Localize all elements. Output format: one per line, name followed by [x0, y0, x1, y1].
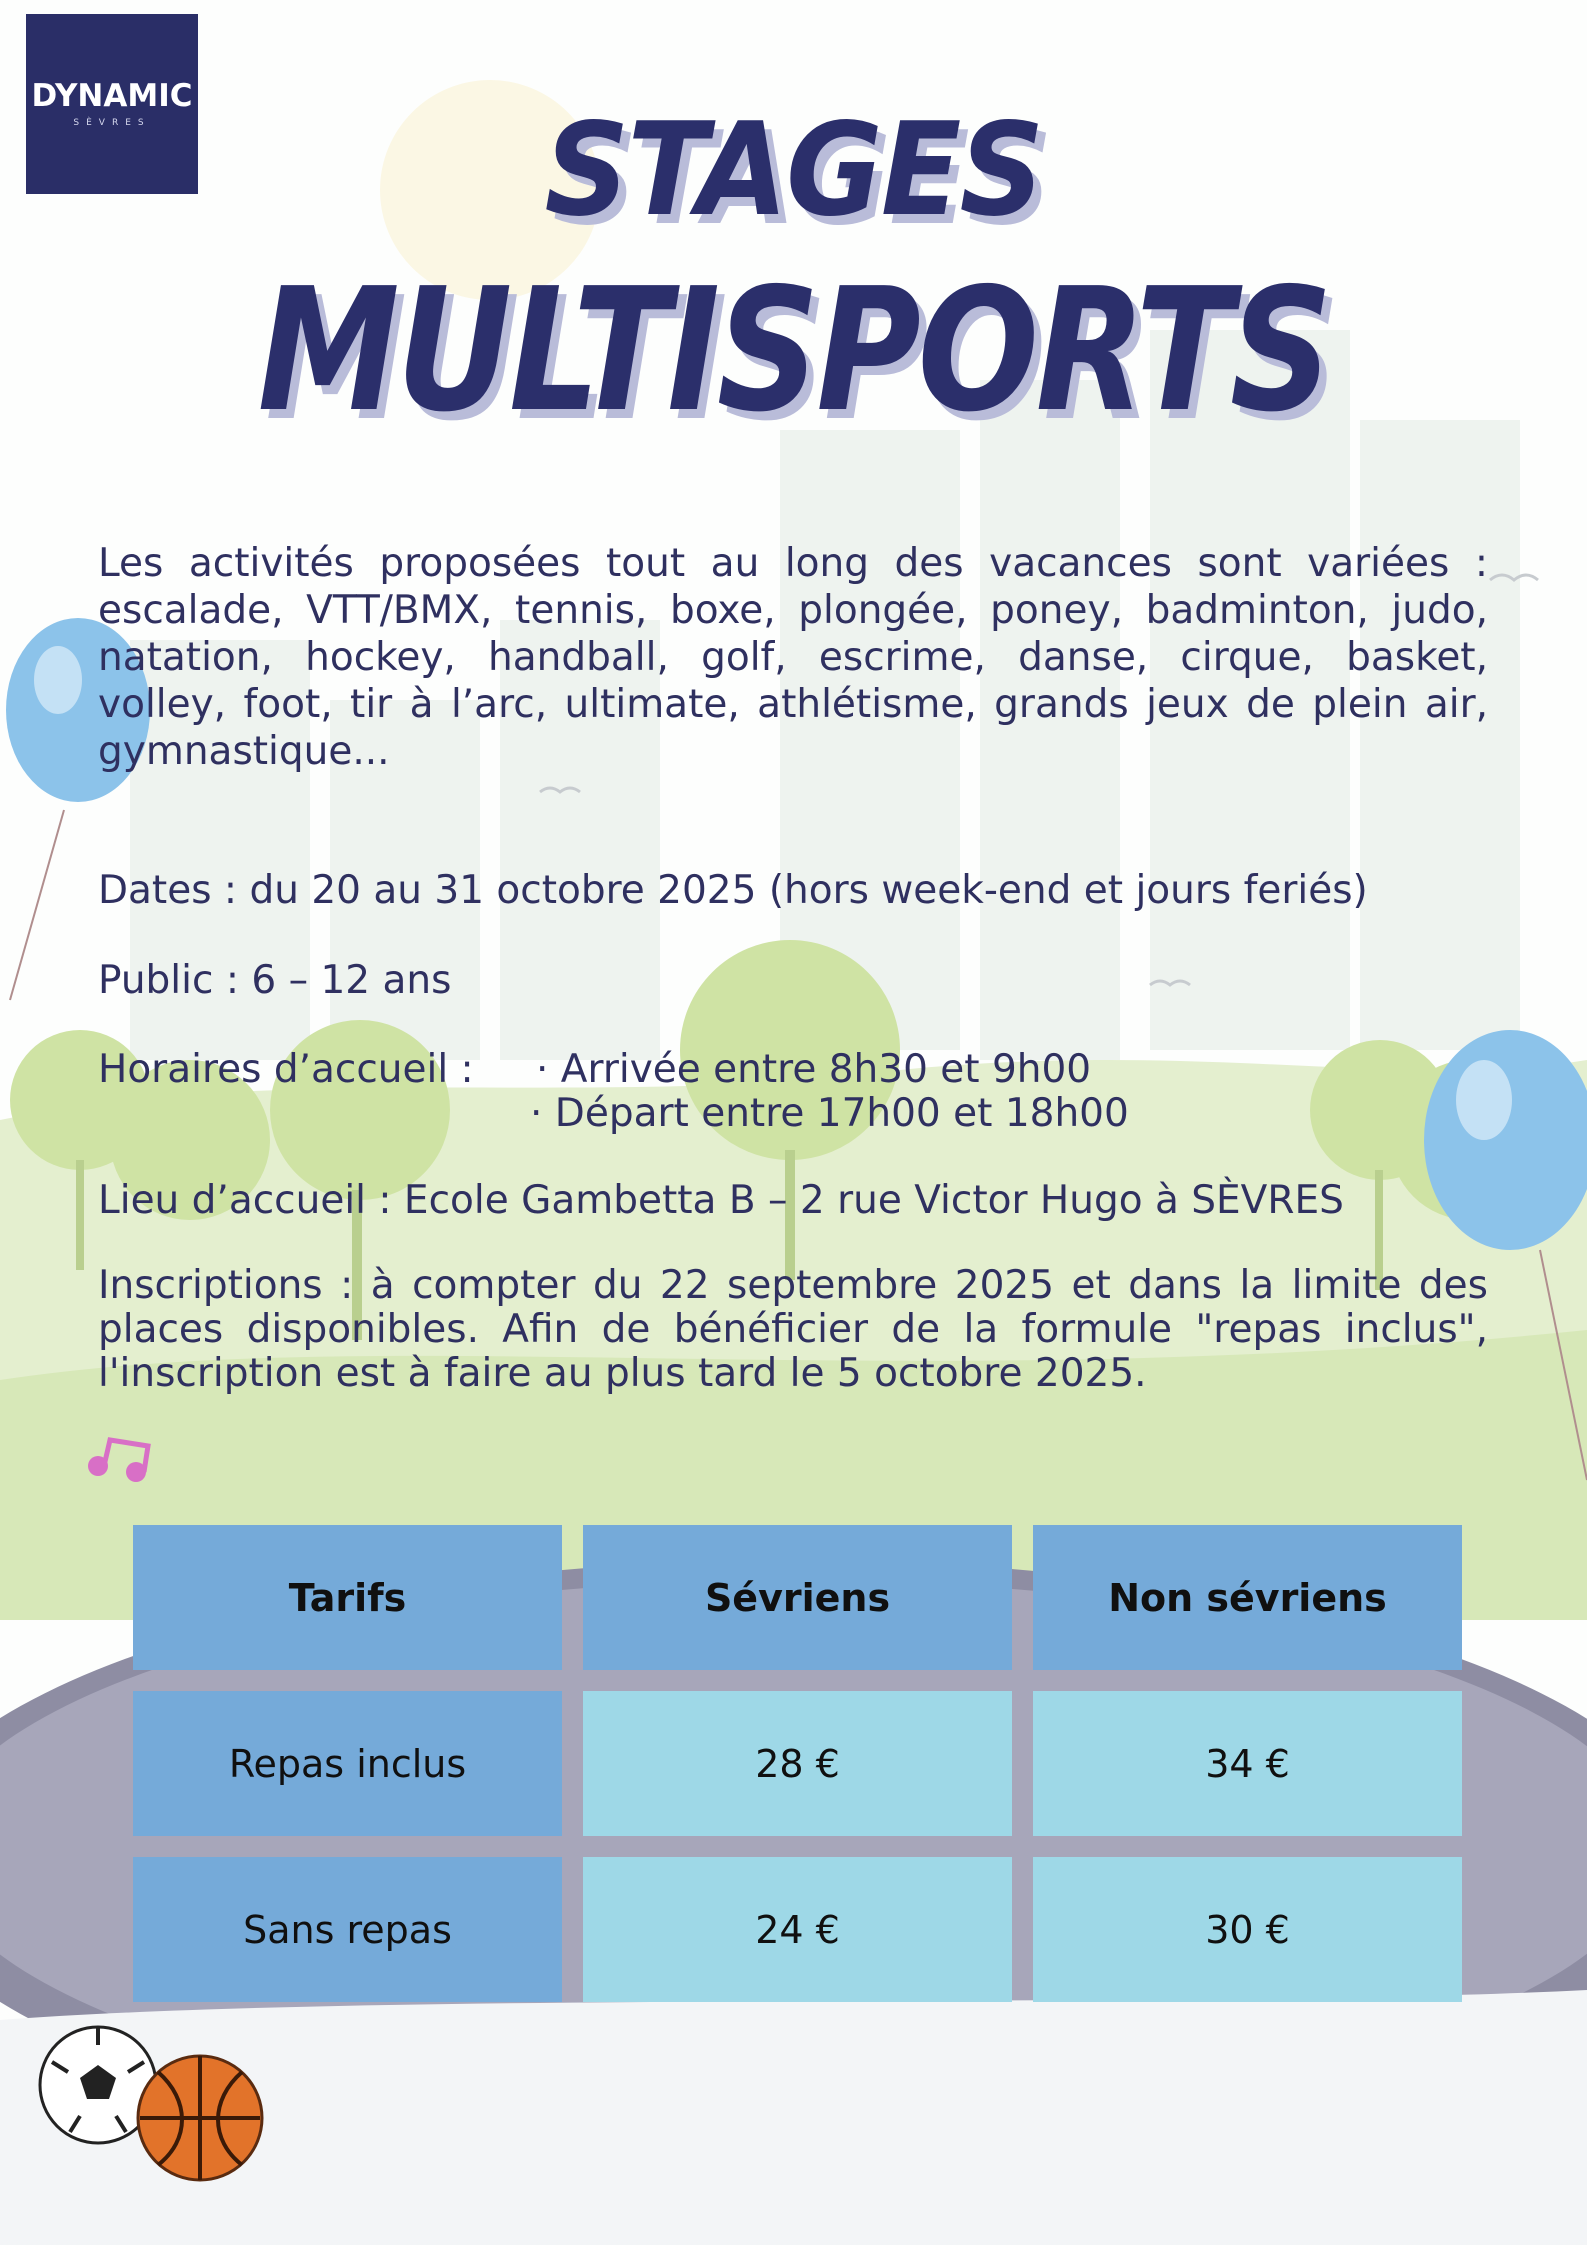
table-row-label-sans-repas: Sans repas — [133, 1857, 562, 2002]
public-line: Public : 6 – 12 ans — [98, 958, 452, 1003]
horaires-departure: · Départ entre 17h00 et 18h00 — [530, 1091, 1129, 1136]
location-line: Lieu d’accueil : Ecole Gambetta B – 2 rue Victor Hugo à SÈVRES — [98, 1178, 1344, 1223]
horaires-arrival: · Arrivée entre 8h30 et 9h00 — [536, 1047, 1092, 1092]
registration-paragraph: Inscriptions : à compter du 22 septembre 2025 et dans la limite des places disponibles. Afin de bénéficier de la formule "repas inclus", l'inscription est à faire au plus tard le 5 octobre 2025. — [98, 1263, 1488, 1396]
logo-name: DYNAMIC — [31, 78, 193, 114]
table-cell-price: 24 € — [583, 1857, 1012, 2002]
activities-paragraph: Les activités proposées tout au long des vacances sont variées : escalade, VTT/BMX, tennis, boxe, plongée, poney, badminton, judo, natation, hockey, handball, golf, escrime, danse, cirque, basket, volley, foot, tir à l’arc, ultimate, athlétisme, grands jeux de plein air, gymnastique... — [98, 541, 1488, 774]
dates-line: Dates : du 20 au 31 octobre 2025 (hors week-end et jours feriés) — [98, 868, 1368, 913]
basketball — [138, 2056, 262, 2180]
table-header-sevriens: Sévriens — [583, 1525, 1012, 1670]
horaires-label: Horaires d’accueil : — [98, 1047, 474, 1092]
table-row-label-repas-inclus: Repas inclus — [133, 1691, 562, 1836]
table-cell-price: 28 € — [583, 1691, 1012, 1836]
title-stages: STAGES — [544, 96, 1043, 245]
table-cell-price: 34 € — [1033, 1691, 1462, 1836]
table-header-non-sevriens: Non sévriens — [1033, 1525, 1462, 1670]
table-header-tarifs: Tarifs — [133, 1525, 562, 1670]
title-multisports: MULTISPORTS — [257, 252, 1330, 450]
logo-subtitle: SÈVRES — [73, 118, 151, 128]
table-cell-price: 30 € — [1033, 1857, 1462, 2002]
